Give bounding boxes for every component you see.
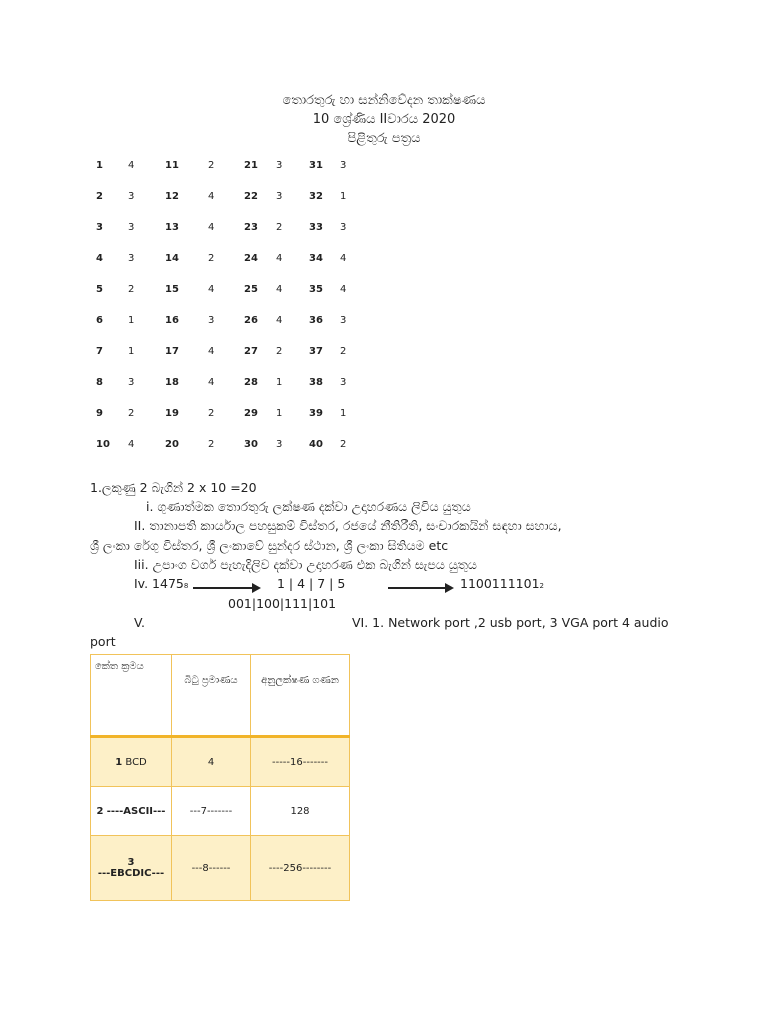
answer-choice: 4: [208, 346, 215, 357]
answer-choice: 1: [276, 408, 283, 419]
question-number: 28: [244, 377, 258, 388]
question-number: 26: [244, 315, 258, 326]
header-character-count: අනුලක්ෂණ ගණන: [251, 655, 350, 737]
question-number: 23: [244, 222, 258, 233]
answer-choice: 4: [276, 284, 283, 295]
question-number: 31: [309, 160, 323, 171]
question-number: 13: [165, 222, 179, 233]
arrow-right-icon: [193, 587, 259, 589]
question-number: 36: [309, 315, 323, 326]
binary-base: 2: [539, 582, 544, 590]
answer-choice: 2: [128, 284, 135, 295]
answer-choice: 1: [128, 346, 135, 357]
question-number: 11: [165, 160, 179, 171]
answer-choice: 4: [340, 284, 347, 295]
question-number: 9: [96, 408, 103, 419]
question-number: 30: [244, 439, 258, 450]
answer-choice: 2: [208, 160, 215, 171]
answer-choice: 1: [276, 377, 283, 388]
question-number: 34: [309, 253, 323, 264]
answer-line-vi-continued: port: [90, 634, 116, 649]
question-number: 18: [165, 377, 179, 388]
question-number: 5: [96, 284, 103, 295]
answer-choice: 2: [208, 253, 215, 264]
octal-digits: 1 | 4 | 7 | 5: [277, 576, 346, 591]
answer-choice: 1: [340, 191, 347, 202]
question-number: 2: [96, 191, 103, 202]
code-cell: [91, 836, 172, 901]
answer-choice: 2: [340, 346, 347, 357]
answer-choice: 3: [276, 439, 283, 450]
chars-cell: 128: [251, 787, 350, 836]
question-number: 8: [96, 377, 103, 388]
octal-base: 8: [183, 582, 189, 590]
answer-choice: 4: [208, 284, 215, 295]
answer-choice: 4: [276, 315, 283, 326]
code-name: BCD: [125, 756, 147, 768]
answer-choice: 2: [276, 346, 283, 357]
table-row: [91, 737, 350, 787]
answer-choice: 3: [340, 222, 347, 233]
question-number: 39: [309, 408, 323, 419]
question-number: 35: [309, 284, 323, 295]
question-number: 32: [309, 191, 323, 202]
question-number: 22: [244, 191, 258, 202]
answer-choice: 2: [128, 408, 135, 419]
document-title: තොරතුරු හා සන්නිවේදන තාක්ෂණය: [282, 93, 486, 108]
answer-choice: 2: [276, 222, 283, 233]
chars-cell: -----16-------: [251, 737, 350, 787]
code-cell: [91, 737, 172, 787]
question-number: 6: [96, 315, 103, 326]
code-cell: [91, 787, 172, 836]
grade-term-line: 10 ශ්‍රේණිය IIවාරය 2020: [312, 112, 456, 127]
answer-choice: 4: [208, 191, 215, 202]
table-header-row: [91, 655, 350, 737]
bits-cell: ---8------: [172, 836, 251, 901]
answer-choice: 3: [276, 160, 283, 171]
question-number: 4: [96, 253, 103, 264]
question-number: 33: [309, 222, 323, 233]
row-number: 1: [115, 756, 123, 768]
question-number: 37: [309, 346, 323, 357]
chars-cell: ----256--------: [251, 836, 350, 901]
question-number: 40: [309, 439, 323, 450]
question-number: 17: [165, 346, 179, 357]
answer-choice: 3: [128, 191, 135, 202]
question-number: 12: [165, 191, 179, 202]
answer-choice: 4: [340, 253, 347, 264]
question-number: 29: [244, 408, 258, 419]
answer-choice: 2: [208, 439, 215, 450]
question-number: 27: [244, 346, 258, 357]
header-bit-count: බිටු ප්‍රමාණය: [172, 655, 251, 737]
answer-line-v: V.: [134, 615, 145, 630]
answer-choice: 3: [340, 160, 347, 171]
question-number: 21: [244, 160, 258, 171]
question-number: 7: [96, 346, 103, 357]
table-row: [91, 787, 350, 836]
question-number: 25: [244, 284, 258, 295]
answer-choice: 4: [128, 439, 135, 450]
answer-line-ii-continued: ශ්‍රී ලංකා රේගු විස්තර, ශ්‍රී ලංකාවේ සුන්දර ස්ථාන, ශ්‍රී ලංකා සිතියම etc: [90, 538, 449, 553]
answer-choice: 4: [208, 377, 215, 388]
answer-choice: 3: [208, 315, 215, 326]
question-number: 24: [244, 253, 258, 264]
answer-choice: 4: [128, 160, 135, 171]
answer-choice: 3: [128, 377, 135, 388]
section-heading: 1.ලකුණු 2 බැගින් 2 x 10 =20: [90, 480, 257, 495]
answer-choice: 3: [128, 222, 135, 233]
binary-groups: 001|100|111|101: [228, 596, 337, 611]
answer-line-i: i. ගුණාත්මක තොරතුරු ලක්ෂණ දක්වා උදාහරණය ලිවිය යුතුය: [146, 499, 471, 514]
question-number: 1: [96, 160, 103, 171]
table-row: [91, 836, 350, 901]
octal-number: Iv. 1475: [134, 576, 184, 591]
answer-sheet-subtitle: පිළිතුරු පත්‍රය: [347, 131, 421, 146]
answer-choice: 3: [340, 377, 347, 388]
answer-line-iv: [134, 576, 188, 591]
question-number: 15: [165, 284, 179, 295]
answer-line-ii: II. තානාපති කාර්යාල පහසුකම් විස්තර, රජයේ නීතිරීති, සංචාරකයින් සඳහා සහාය,: [134, 518, 562, 533]
question-number: 14: [165, 253, 179, 264]
code-name: ----ASCII---: [106, 805, 166, 817]
binary-result: [460, 576, 544, 591]
answer-choice: 2: [208, 408, 215, 419]
answer-line-iii: Iii. උපාංග වර්ග පැහැදිලිව දක්වා උදාහරණ එක බැගින් සැපය යුතුය: [134, 557, 477, 572]
question-number: 16: [165, 315, 179, 326]
answer-choice: 3: [340, 315, 347, 326]
answer-choice: 1: [128, 315, 135, 326]
question-number: 38: [309, 377, 323, 388]
coding-systems-table: [90, 654, 350, 901]
row-number: 3: [127, 857, 135, 868]
question-number: 3: [96, 222, 103, 233]
code-name: ---EBCDIC---: [97, 868, 165, 879]
header-code-system: කේත ක්‍රමය: [91, 655, 172, 737]
answer-choice: 3: [128, 253, 135, 264]
answer-choice: 3: [276, 191, 283, 202]
answer-choice: 4: [208, 222, 215, 233]
question-number: 20: [165, 439, 179, 450]
binary-number: 1100111101: [460, 576, 540, 591]
answer-choice: 2: [340, 439, 347, 450]
arrow-right-icon: [388, 587, 452, 589]
question-number: 10: [96, 439, 110, 450]
bits-cell: 4: [172, 737, 251, 787]
question-number: 19: [165, 408, 179, 419]
row-number: 2: [96, 805, 104, 817]
bits-cell: ---7-------: [172, 787, 251, 836]
answer-line-vi: VI. 1. Network port ,2 usb port, 3 VGA port 4 audio: [352, 615, 669, 630]
answer-choice: 4: [276, 253, 283, 264]
answer-choice: 1: [340, 408, 347, 419]
